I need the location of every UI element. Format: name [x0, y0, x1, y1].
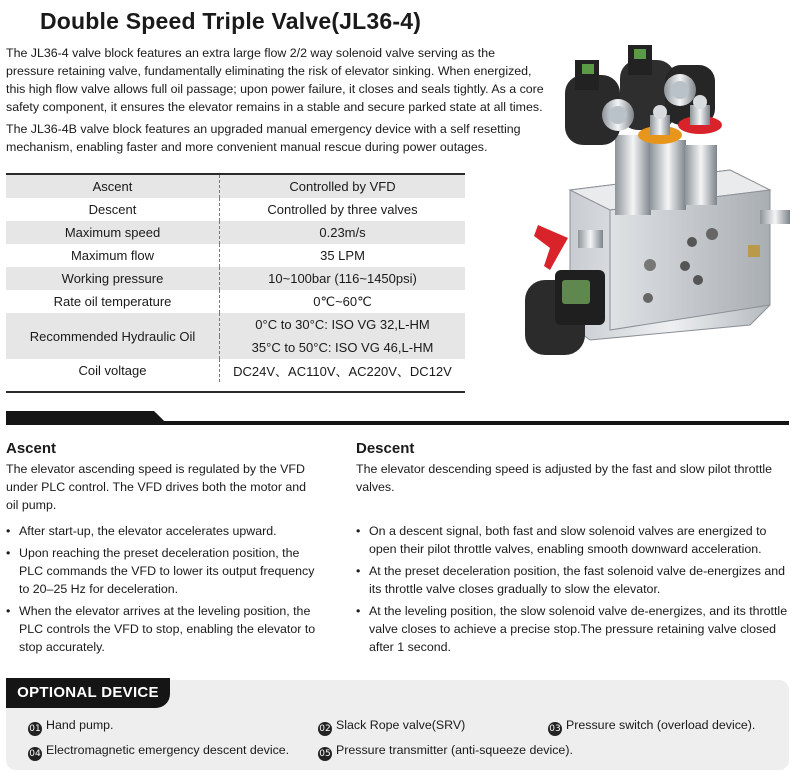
optional-device-title: OPTIONAL DEVICE — [6, 678, 170, 708]
optional-item-pressure-transmitter — [318, 741, 573, 759]
spec-table — [6, 175, 465, 382]
spec-key: Ascent — [6, 175, 220, 198]
ascent-bullets — [6, 522, 318, 656]
descent-section — [356, 440, 788, 660]
table-row — [6, 290, 465, 313]
spec-key: Descent — [6, 198, 220, 221]
optional-item-pressure-switch — [548, 716, 755, 734]
spec-key: Recommended Hydraulic Oil — [6, 313, 220, 359]
optional-item-emergency-descent — [28, 741, 289, 759]
number-badge: 02 — [319, 724, 331, 734]
optional-item-label: Pressure switch (overload device). — [566, 718, 756, 732]
table-row — [6, 175, 465, 198]
spec-value: 10~100bar (116~1450psi) — [220, 267, 466, 290]
spec-key: Maximum speed — [6, 221, 220, 244]
optional-item-label: Hand pump. — [46, 718, 114, 732]
list-item: • At the preset deceleration position, the fast solenoid valve de-energizes and its throttle valve closes gradually to slow the elevator. — [356, 562, 788, 598]
ascent-section — [6, 440, 318, 660]
number-badge: 01 — [29, 724, 41, 734]
optional-item-label: Slack Rope valve(SRV) — [336, 718, 466, 732]
spec-key: Maximum flow — [6, 244, 220, 267]
number-badge: 03 — [549, 724, 561, 734]
spec-value: 35°C to 50°C: ISO VG 46,L-HM — [220, 336, 466, 359]
table-row — [6, 267, 465, 290]
descent-heading: Descent — [356, 440, 415, 457]
spec-value: 0℃~60℃ — [220, 290, 466, 313]
spec-value: 0°C to 30°C: ISO VG 32,L-HM — [220, 313, 466, 336]
optional-item-label: Electromagnetic emergency descent device. — [46, 743, 290, 757]
table-row — [6, 313, 465, 336]
optional-item-slack-rope-valve — [318, 716, 465, 734]
list-item: • At the leveling position, the slow solenoid valve de-energizes, and its throttle valve closes to achieve a precise stop.The pressure retaining valve closed after 1 second. — [356, 602, 788, 656]
intro-paragraph-2: The JL36-4B valve block features an upgraded manual emergency device with a self resetting mechanism, enabling faster and more convenient manual rescue during power outages. — [6, 122, 521, 154]
table-row — [6, 198, 465, 221]
number-badge: 05 — [319, 749, 331, 759]
table-bottom-rule — [6, 391, 465, 393]
spec-value: 0.23m/s — [220, 221, 466, 244]
optional-item-hand-pump — [28, 716, 114, 734]
descent-bullets — [356, 522, 788, 656]
table-row — [6, 359, 465, 382]
list-item: • On a descent signal, both fast and slow solenoid valves are energized to open their pilot throttle valves, enabling smooth downward acceleration. — [356, 522, 788, 558]
ascent-text: The elevator ascending speed is regulated by the VFD under PLC control. The VFD drives both the motor and oil pump. — [6, 462, 307, 512]
page-title: Double Speed Triple Valve(JL36-4) — [40, 8, 422, 34]
spec-value: DC24V、AC110V、AC220V、DC12V — [220, 359, 466, 382]
spec-value: Controlled by VFD — [220, 175, 466, 198]
optional-item-label: Pressure transmitter (anti-squeeze device). — [336, 743, 573, 757]
spec-key: Rate oil temperature — [6, 290, 220, 313]
list-item: • After start-up, the elevator accelerates upward. — [6, 522, 318, 540]
descent-text: The elevator descending speed is adjusted by the fast and slow pilot throttle valves. — [356, 462, 773, 494]
list-item: • When the elevator arrives at the leveling position, the PLC controls the VFD to stop, enabling the elevator to stop accurately. — [6, 602, 318, 656]
list-item: • Upon reaching the preset deceleration position, the PLC commands the VFD to lower its output frequency to 20–25 Hz for deceleration. — [6, 544, 318, 598]
spec-key: Working pressure — [6, 267, 220, 290]
table-row — [6, 221, 465, 244]
table-row — [6, 244, 465, 267]
number-badge: 04 — [29, 749, 41, 759]
intro-text — [6, 44, 546, 160]
ascent-heading: Ascent — [6, 440, 57, 457]
valve-block-image — [520, 40, 795, 380]
section-divider — [6, 411, 789, 425]
spec-value: 35 LPM — [220, 244, 466, 267]
spec-value: Controlled by three valves — [220, 198, 466, 221]
intro-paragraph-1: The JL36-4 valve block features an extra large flow 2/2 way solenoid valve serving as the pressure retaining valve, fundamentally eliminating the risk of elevator sinking. When energized, this high flow valve allows full oil passage; upon power failure, it closes and seals tightly. As a core safety component, it ensures the elevator remains in a stable and secure parked state at all times. — [6, 46, 544, 114]
spec-key: Coil voltage — [6, 359, 220, 382]
